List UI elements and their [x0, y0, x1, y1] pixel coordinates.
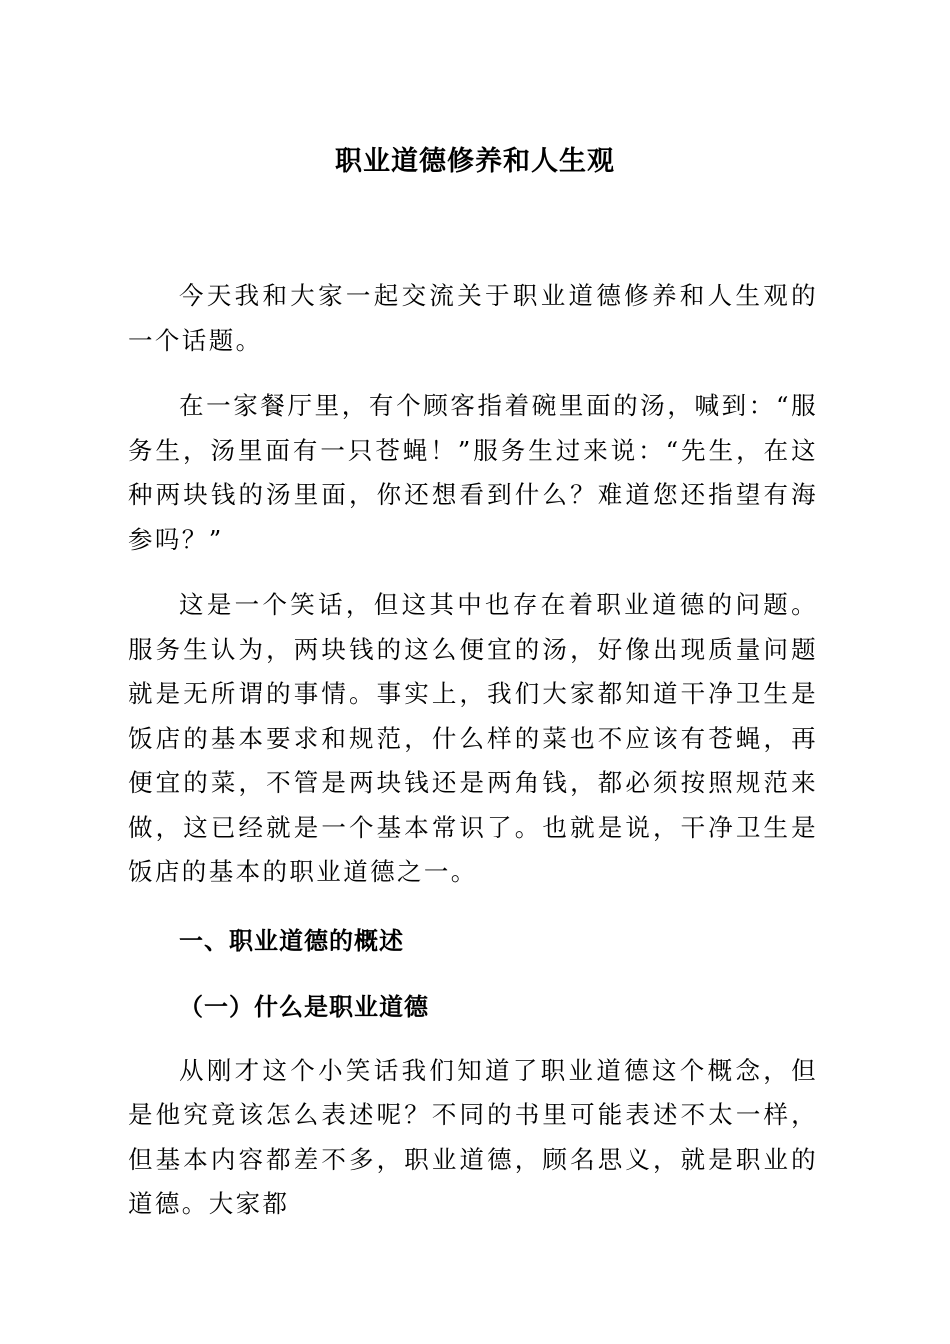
paragraph-anecdote: 在一家餐厅里，有个顾客指着碗里面的汤，喊到：“服务生，汤里面有一只苍蝇！”服务生过来说：“先生，在这种两块钱的汤里面，你还想看到什么？难道您还指望有海参吗？” — [128, 391, 818, 554]
section-heading: 一、职业道德的概述 — [179, 926, 404, 955]
paragraph-analysis: 这是一个笑话，但这其中也存在着职业道德的问题。服务生认为，两块钱的这么便宜的汤，好像出现质量问题就是无所谓的事情。事实上，我们大家都知道干净卫生是饭店的基本要求和规范，什么样的菜也不应该有苍蝇，再便宜的菜，不管是两块钱还是两角钱，都必须按照规范来做，这已经就是一个基本常识了。也就是说，干净卫生是饭店的基本的职业道德之一。 — [128, 590, 818, 886]
document-title: 职业道德修养和人生观 — [335, 146, 615, 177]
document-body — [128, 274, 818, 1248]
paragraph-definition: 从刚才这个小笑话我们知道了职业道德这个概念，但是他究竟该怎么表述呢？不同的书里可能表述不太一样，但基本内容都差不多，职业道德，顾名思义，就是职业的道德。大家都 — [128, 1055, 818, 1218]
subsection-heading: （一）什么是职业道德 — [179, 991, 429, 1021]
paragraph-intro: 今天我和大家一起交流关于职业道德修养和人生观的一个话题。 — [128, 281, 818, 355]
